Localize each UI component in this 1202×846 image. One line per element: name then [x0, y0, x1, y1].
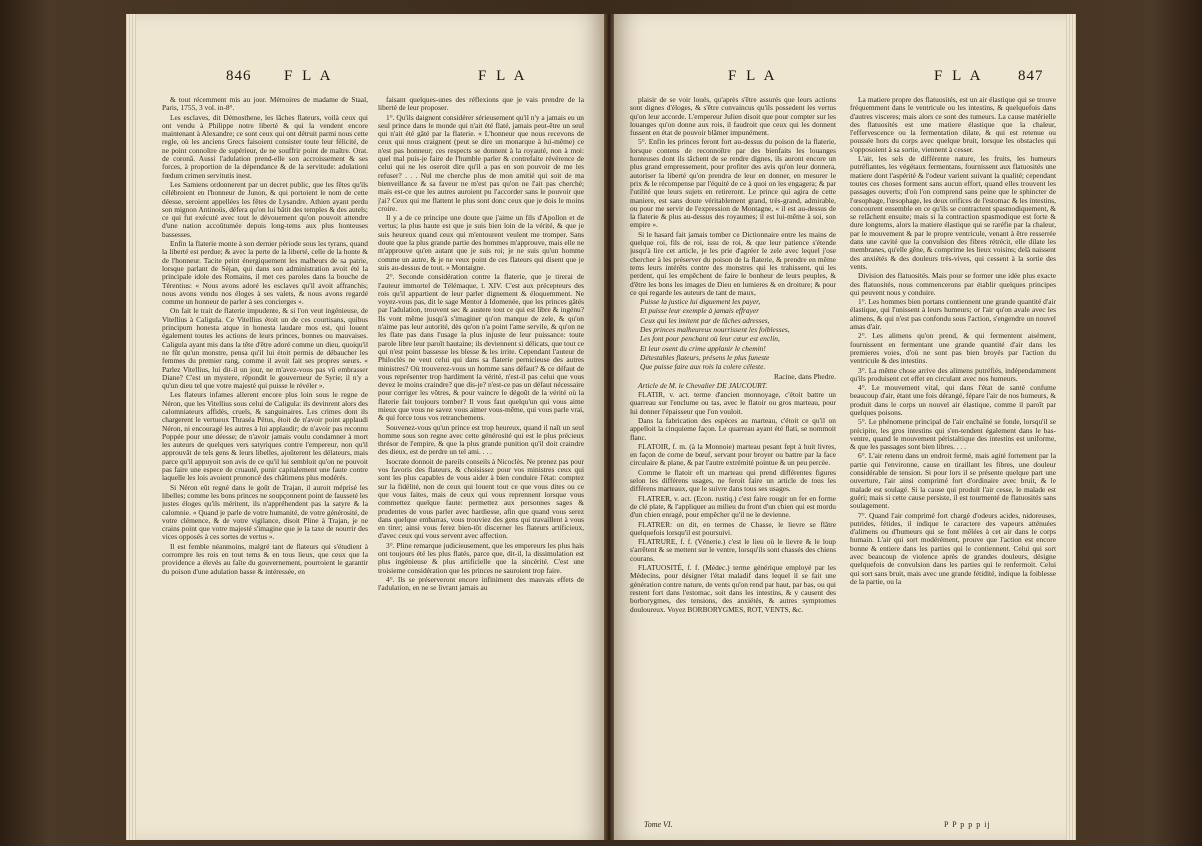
article-signature: Article de M. le Chevalier DE JAUCOURT.	[638, 380, 768, 390]
text-column-2	[850, 96, 1056, 816]
paragraph: 1°. Les hommes bien portans contiennent une grande quantité d'air élastique, qui l'unissent à leurs humeurs; or l'air qu'on avale avec les alimens, & qui n'est pas confondu sous l'action, s'engendre un nouvel amas d'air.	[850, 297, 1056, 332]
paragraph: plaisir de se voir loués, qu'après s'être assurés que leurs actions sont dignes d'éloges, & s'être convaincus qu'ils possedent les vertus qu'on leur accorde. L'empereur Julien disoit que pour compter sur les louanges qu'on donne aux rois, il faudroit que ceux qui les donnent fussent en état de pouvoir blâmer impunément.	[630, 96, 836, 138]
paragraph: Dans la fabrication des espèces au marteau, c'étoit ce qu'il on appelloit la cinquieme façon. Le quarreau ayant été flati, se nommoit flanc.	[630, 415, 836, 442]
paragraph: 4°. Ils se préserveront encore infiniment des mauvais effets de l'adulation, en ne se livrant jamais au	[378, 574, 584, 593]
left-page	[126, 14, 604, 840]
verse-line: Que puisse faire aux rois la colere céleste.	[640, 362, 766, 372]
verse-line: Et puisse leur exemple à jamais effrayer	[640, 306, 760, 316]
footer-tome: Tome VI.	[644, 820, 673, 829]
page-number: 847	[1018, 68, 1044, 84]
verse-line: Ceux qui les imitent par de lâches adresses,	[640, 315, 770, 325]
entry-flatoir: FLATOIR, f. m. (à la Monnoie) marteau pesant fept à huit livres, en façon de corne de bœuf, servant pour broyer ou battre par la face circulaire & plane, & par l'autre extrémité pointue & un peu percée.	[630, 441, 836, 468]
verse-line: Détestables flateurs, présens le plus funeste	[640, 352, 770, 362]
book-gutter	[604, 14, 614, 840]
running-head: F L A	[728, 68, 778, 84]
attribution: Racine, dans Phedre.	[774, 371, 836, 381]
paragraph: 1°. Qu'ils daignent considérer sérieusement qu'il n'y a jamais eu un seul prince dans le monde qui n'ait été flaté, jamais peut-être un seul qui n'ait été gâté par la flaterie. « L'honneur que nous recevons de ceux qui nous craignent (peut se dire un monarque à lui-même) ce n'est pas honneur; ces respects se donnent à la royauté, non à moi: quel mal puis-je faire de l'humble parler & contrefaite révérence de celui qui ne les oseroit dire qu'il a pas en son pouvoir de me les refuser? . . . Nul me cherche plus de mon amitié qui soit de ma bienveillance & sa faveur ne m'est pas qu'on ne l'ait pas cherché; mais est-ce que les autres auroient pu l'accorder sans le pouvoir que j'ai? Ceux qui me flattent le plus sont donc ceux que je dois le moins croire.	[378, 112, 584, 213]
entry-flatrure: FLATRURE, f. f. (Vénerie.) c'est le lieu où le lievre & le loup s'arrêtent & se mettent sur le ventre, lorsqu'ils sont chassés des chiens courans.	[630, 537, 836, 563]
paragraph: 4°. Le mouvement vital, qui dans l'état de santé confume beaucoup d'air, étant une fois dérangé, fépare l'air de nos humeurs, & produit dans le corps un nouvel air élastique, comme il paroît par quelques poisons.	[850, 383, 1056, 417]
paragraph: Division des flatuosités. Mais pour se former une idée plus exacte des flatuosités, nous commencerons par établir quelques principes qui peuvent nous y conduire.	[850, 271, 1056, 297]
paragraph: 7°. Quand l'air comprimé fort chargé d'odeurs acides, nidoreuses, putrides, fétides, il indique le caractere des vapeurs atténuées d'alimens ou d'humeurs qui se font mêlées à cet air dans le corps humain. L'air qui sort modérément, prouve que l'action est encore bonne & entiere dans les parties qui le contiennent. Celui qui sort avec beaucoup de violence après de grandes douleurs, désigne quelquefois de convulsion dans les parties qui le renfermoit. Celui qui sort sans bruit, mais avec une grande fétidité, indique la foiblesse de la partie, ou la	[850, 510, 1056, 586]
entry-flatuosite: FLATUOSITÉ, f. f. (Médec.) terme générique employé par les Médecins, pour désigner l'état maladif dans lequel il se fait une génération contre nature, de vents qu'on rend par haut, par bas, ou qui restent fort dans l'estomac, soit dans les intestins, & y causent des borborygmes, des tensions, des anxiétés, & autres symptomes douloureux. Voyez BORBORYGMES, ROT, VENTS, &c.	[630, 563, 836, 614]
paragraph: Les esclaves, dit Démosthene, les lâches flateurs, voilà ceux qui ont vendu à Philippe notre liberté & qui la vendent encore maintenant à Alexandre; ce sont ceux qui ont détruit parmi nous cette regle, où les anciens Grecs faisoient consister toute leur félicité, de ne point connoître de supérieur, de ne souffrir point de maître. Orat. de coronâ. Aussi l'adulation prend-elle son accroissement & ses forces, à proportion de la dépendance & de la servitude: adulationi fœdum crimen servitutis inest.	[162, 112, 368, 180]
paragraph: Souvenez-vous qu'un prince est trop heureux, quand il naît un seul homme sous son regne avec cette générosité qui est le plus précieux thrésor de l'empire, & que la plus grande punition qu'il doit craindre des dieux, est de perdre un tel ami. . . .	[378, 422, 584, 457]
entry-flatrer-chasse: FLATRER: on dit, en termes de Chasse, le lievre se flâtre quelquefois lorsqu'il est poursuivi.	[630, 519, 836, 537]
paragraph: Les flateurs infames allerent encore plus loin sous le regne de Néron, que les Vitellius sous celui de Caligula: ils devinrent alors des calomniateurs affidés, cruels, & sanguinaires. Les crimes dont ils chargerent le vertueux Thraséa Pétus, étoit de n'avoir point applaudi Néron, ni encouragé les autres à lui applaudir; de n'avoir pas reconnu Poppée pour une déesse; de n'avoir jamais voulu condamner à mort les auteurs de quelques vers satyriques contre l'empereur, non qu'il approuvât de tels gens & leurs libelles, ajoûterent les délateurs, mais parce qu'il appuyoit son avis de ce qu'il lui sembloit qu'on ne pouvoit pas faire une espece de cruauté, punir capitalement une faute contre laquelle les lois avoient prononcé des châtimens plus modérés.	[162, 390, 368, 483]
paragraph: Les Samiens ordonnerent par un decret public, que les fêtes qu'ils célébroient en l'honneur de Junon, & qui portoient le nom de cette déesse, seroient appellées les fêtes de Lysandre. Athien ayant perdu son mignon Antinoüs, défera qu'on lui bâtit des temples & des autels; ce qui fut exécuté avec tout le dévouement qu'on pouvoit attendre d'une nation accoûtumée depuis long-tems aux plus honteuses bassesses.	[162, 179, 368, 239]
verse-line: Des princes malheureux nourrissent les foiblesses,	[640, 325, 790, 335]
page-edge	[126, 14, 136, 840]
paragraph: 2°. Les alimens qu'on prend, & qui fermentent aisément, fournissent en fermentant une grande quantité d'air dans les premieres voies, d'où ne sont pas bien broyés par l'action du ventricule & des intestins.	[850, 331, 1056, 366]
verse-line: Et leur osent du crime applanir le chemin!	[640, 343, 766, 353]
paragraph: faisant quelques-unes des réflexions que je vais prendre de la liberté de leur proposer.	[378, 96, 584, 113]
page-edge	[1066, 14, 1076, 840]
paragraph: 2°. Seconde considération contre la flaterie, que je tirerai de l'auteur immortel de Télémaque, l. XIV. C'est aux précepteurs des rois qu'il appartient de leur parler dignement & éloquemment. Ne voyez-vous pas, dit le sage Mentor à Idomenée, que les princes gâtés par l'adulation, trouvent sec & austere tout ce qui est libre & ingénu? Ils vont même jusqu'à s'imaginer qu'on manque de zele, & qu'on n'aime pas leur autorité, dès qu'on n'a point l'ame servile, & qu'on ne les flate pas dans l'usage la plus injuste de leur puissance: toute parole libre leur paroît hautaine; ils deviennent si délicats, que tout ce qui n'est point bassesse les blesse & les irrite. Cependant l'auteur de Philoclès ne veut celui qui dans sa flaterie pernicieuse des autres ministres? Où trouverez-vous un homme sans défaut? & ce défaut de vous représenter trop hardiment la vérité, n'est-il pas celui que vous devez le moins craindre? que dis-je? n'est-ce pas un défaut nécessaire pour corriger les vôtres, & pour vaincre le dégoût de la vérité où la flaterie fait toujours tomber? Il vous faut quelqu'un qui vous aime mieux que vous ne savez vous aimer vous-même, qui vous parle vrai, & qui force tous vos retranchemens.	[378, 272, 584, 423]
paragraph: Il y a de ce principe une doute que j'aime un fils d'Apollon et de vertus; la plus haute est que je suis bien loin de la vérité, & que je suis heureux quand ceux qui m'entourent veulent me tromper. Sans doute que la plus grande partie des hommes m'approuve, mais elle ne m'approuve qu'en autant que je suis roi; je ne suis qu'un homme comme un autre, & je ne veux point de ces flateurs qui disent que je suis au-dessus de tout. » Montaigne.	[378, 213, 584, 272]
running-head: F L A	[284, 68, 334, 84]
paragraph: Enfin la flaterie monte à son dernier période sous les tyrans, quand la liberté est perdue; & avec la perte de la liberté, celle de la honte & de l'honneur. Tacite peint énergiquement les malheurs de sa patrie, lorsque parlant de Séjan, qui dans son administration avoit été la principale idole des Romains, il met ces paroles dans la bouche de Térentius: « Nous avons adoré les esclaves qu'il avoit affranchis; nous avons vendu nos éloges à ses valets, & nous avons regardé comme un honneur de parler à ses concierges ».	[162, 239, 368, 307]
paragraph: On fait le trait de flaterie impudente, & si l'on veut ingénieuse, de Vitellius à Caligula. Ce Vitellius étoit un de ces courtisans, quibus principum honesta atque in honesta laudare mos est, qui louent également toutes les actions de leurs princes, bonnes ou mauvaises. Caligula ayant mis dans la tête d'être adoré comme un dieu, quoiqu'il ne fût qu'un monstre, pensa qu'il lui étoit permis de débaucher les femmes du premier rang, comme il avoit fait ses propres sœurs. « Parlez Vitellius, lui dit-il un jour, ne m'avez-vous pas vû embrasser Diane? C'est un mystere, répondit le gouverneur de Syrie; il n'y a qu'un dieu tel que votre majesté qui puisse le révéler ».	[162, 306, 368, 391]
running-head: F L A	[478, 68, 528, 84]
paragraph: Isocrate donnoit de pareils conseils à Nicoclès. Ne prenez pas pour vos favoris des flateurs, & choisissez pour vos ministres ceux qui sont les plus capables de vous aider à bien conduire l'état: comptez sur la fidélité, non de ceux qui louent tout ce que vous dites ou ce que vous faites, mais de ceux qui vous reprennent lorsque vous commettez quelque faute: permettez aux personnes sages & prudentes de vous parler avec hardiesse, afin que quand vous serez dans quelque embarras, vous trouviez des gens qui travaillent à vous en tirer; ainsi vous ferez bien-tôt discerner les flateurs artificieux, d'avec ceux qui vous servent avec affection.	[378, 456, 584, 541]
paragraph: 3°. Pline remarque judicieusement, que les empereurs les plus hais ont toujours été les plus flatés, parce que, dit-il, la dissimulation est plus ingénieuse & plus artificielle que la sincérité. C'est une troisieme considération que les princes ne sauroient trop faire.	[378, 540, 584, 575]
right-page	[614, 14, 1076, 840]
verse-line: Puisse la justice lui diguement les payer,	[640, 297, 761, 307]
paragraph: La matiere propre des flatuosités, est un air élastique qui se trouve fréquemment dans le ventricule ou les intestins, & quelquefois dans d'autres visceres; mais alors ce sont des tumeurs. La cause matérielle des flatuosités est une matiere élastique que la chaleur, l'effervescence ou la fermentation dilate, & qui est retenue ou poussée hors du corps avec quelque bruit, lorsque les obstacles qui s'opposoient à sa sortie, viennent à cesser.	[850, 96, 1056, 154]
paragraph: L'air, les sels de différente nature, les fruits, les humeurs putréfiantes, les végétaux fermentans, fournissent aux flatuosités une matiere dont l'aspérité & l'odeur varient suivant la qualité; cependant toutes ces choses forment sans aucun effort, quand elles trouvent les passages ouverts; d'où l'on comprend sans peine que le sphincter de l'œsophage, l'œsophage, les deux orifices de l'estomac & les intestins, concourent ensemble en ce qu'ils se contractent spasmodiquement, & se relâchent ensuite; mais si la contraction spasmodique est forte & dure longtems, alors la matiere élastique qui se raréfie par la chaleur, par le mouvement & par le propre ventricule, venant à être resserrée dans une cavité que la convulsion des fibres rétrécit, elle dilate les membranes, qu'elle gêne, & comprime les lieux voisins; delà naissent des anxiétés & des douleurs très-vives, qui cessent à la sortie des vents.	[850, 154, 1056, 271]
entry-flatrer: FLATRER, v. act. (Econ. rustiq.) c'est faire rougir un fer en forme de clé plate, & l'appliquer au milieu du front d'un chien qui est mordu d'un chien enragé, pour empêcher qu'il ne le devienne.	[630, 493, 836, 520]
paragraph: Si le hasard fait jamais tomber ce Dictionnaire entre les mains de quelque roi, fils de roi, issu de roi, & que leur patience s'étende jusqu'à lire cet article, je les prie d'agréer le zele avec lequel j'ose chercher à les préserver du poison de la flaterie, & prendre en même tems leurs intérêts contre des monstres qui les trahissent, qui les perdent, qui les empêchent de faire le bonheur de leurs peuples, & d'être les bons les images de Dieu en lumieres & en droiture; & pour ce qui regarde les auteurs de tant de maux,	[630, 229, 836, 297]
running-head: F L A	[934, 68, 984, 84]
verse-line: Les font pour penchant où leur cœur est enclin,	[640, 334, 780, 344]
paragraph: 3°. La même chose arrive des alimens putréfiés, indépendamment qu'ils produisent cet effet en circulant avec nos humeurs.	[850, 365, 1056, 383]
paragraph: Si Néron eût regné dans le goût de Trajan, il auroit méprisé les libelles; comme les bons princes ne soupçonnent point de fausseté les justes éloges qu'ils méritent, ils n'appréhendent pas la satyre & la calomnie. « Quand je parle de votre humanité, de votre générosité, de votre clémence, & de votre vigilance, disoit Pline à Trajan, je ne crains point que votre majesté s'imagine que je la taxe de nourrir des vices opposés à ces sortes de vertus ».	[162, 482, 368, 542]
text-column-2	[378, 96, 584, 816]
paragraph: & tout récemment mis au jour. Mémoires de madame de Staal, Paris, 1755, 3 vol. in-8°.	[162, 96, 368, 113]
paragraph: Il est femble néanmoins, malgré tant de flateurs qui s'étudient à corrompre les rois en tout tems & en tous lieux, que ceux que la providence a élevés au faîte du gouvernement, pourroient le garantir du poison d'une adulation basse & intéressée, en	[162, 541, 368, 576]
entry-flatir: FLATIR, v. act. terme d'ancien monnoyage, c'étoit battre un quarreau sur l'enclume ou tas, avec le flatoir ou gros marteau, pour lui donner l'épaisseur que l'on vouloit.	[630, 390, 836, 416]
paragraph: 5°. Enfin les princes feront fort au-dessus du poison de la flaterie, lorsque contens de reconnoître par des bienfaits les louanges honteuses dont ils tâchent de se rendre dignes, ils auront encore un plus grand empressement, pour profiter des avis qu'on leur donnera, autoriser la liberté qu'on prendra de leur en donner, en mesurer le prix & le récompense par l'équité de ce à quoi on les engagera; & par l'utilité que leurs sujets en retireront. Le prince qui agira de cette maniere, est sans doute véritablement grand, très-grand, admirable, ou pour me servir de l'expression de Montagne, « il est au-dessus de la flaterie & plus au-dessus des royaumes; il est lui-même à soi, son empire ».	[630, 137, 836, 230]
paragraph: Comme le flatoir eft un marteau qui prend différentes figures selon les différens usages, ne feroit faire un article de tous les différens marteaux, que le suivre dans tous ses usages.	[630, 467, 836, 494]
text-column-1	[162, 96, 368, 816]
paragraph: 6°. L'air retenu dans un endroit fermé, mais agité fortement par la partie qui l'environne, cause en tiraillant les fibres, une douleur considérable de tension. Si pour lors il se présente quelque part une ouverture, l'air ainsi comprimé fort d'ordinaire avec bruit, & le malade est soulagé. Si la cause qui produit l'air cesse, le malade est guéri; mais si cette cause persiste, il est tourmenté de flatuosités sans soulagement.	[850, 451, 1056, 511]
footer-signature: P P p p p ij	[944, 820, 991, 829]
paragraph: 5°. Le phénomene principal de l'air enchaîné se fonde, lorsqu'il se précipite, les gros intestins qui s'en-tendent également dans le bas-ventre, quand le mouvement péristaltique des intestins est uniforme, & que les passages sont bien libres. . . .	[850, 417, 1056, 452]
text-column-1	[630, 96, 836, 816]
page-number: 846	[226, 68, 252, 84]
